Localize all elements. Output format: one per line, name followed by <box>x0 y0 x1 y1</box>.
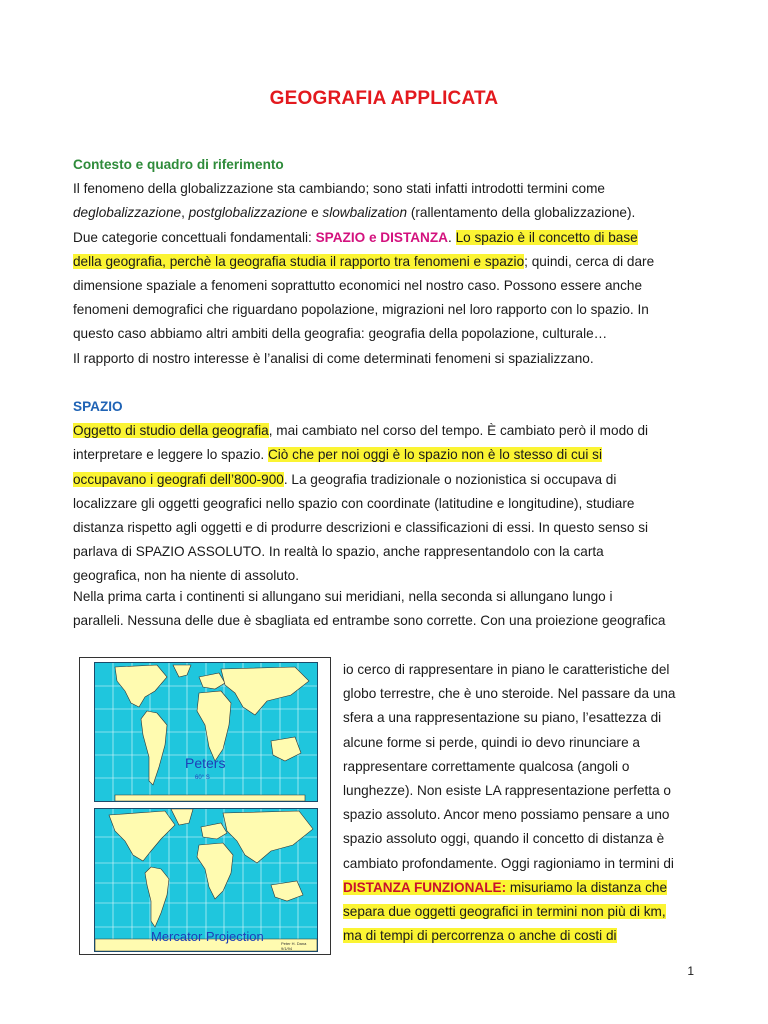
projection-explanation <box>343 658 703 948</box>
paragraph-line: questo caso abbiamo altri ambiti della geografia: geografia della popolazione, culturale… <box>73 326 608 342</box>
page-number: 1 <box>687 964 694 978</box>
highlighted-text: Oggetto di studio della geografia <box>73 423 269 439</box>
section-heading-context: Contesto e quadro di riferimento <box>73 157 284 172</box>
latitude-label: 60° S <box>195 775 210 781</box>
map-credit: Peter H. Dana 9/1/94 <box>281 941 307 951</box>
section-context <box>73 153 703 371</box>
paragraph-line: io cerco di rappresentare in piano le caratteristiche del <box>343 662 670 677</box>
highlighted-text: Ciò che per noi oggi è lo spazio non è lo stesso di cui si <box>267 447 602 463</box>
paragraph-line: deglobalizzazione, postglobalizzazione e slowbalization (rallentamento della globalizzazione). <box>73 205 636 221</box>
paragraph-line: geografica, non ha niente di assoluto. <box>73 568 299 584</box>
paragraph-line: cambiato profondamente. Oggi ragioniamo in termini di <box>343 855 674 871</box>
paragraph-line: sfera a una rappresentazione su piano, l’esattezza di <box>343 710 662 726</box>
paragraph-line: Il rapporto di nostro interesse è l’analisi di come determinati fenomeni si spazializzano. <box>73 350 594 366</box>
paragraph-line: distanza rispetto agli oggetti e di produrre descrizioni e classificazioni di essi. In questo senso si <box>73 519 649 535</box>
paragraph-line: rappresentare correttamente qualcosa (angoli o <box>343 758 630 774</box>
paragraph-line: Nella prima carta i continenti si allungano sui meridiani, nella seconda si allungano lungo i <box>73 589 613 604</box>
paragraph-line: spazio assoluto oggi, quando il concetto di distanza è <box>343 831 665 847</box>
highlighted-text: misuriamo la distanza che <box>506 879 668 895</box>
section-heading-spazio: SPAZIO <box>73 399 123 414</box>
highlighted-text: separa due oggetti geografici in termini non più di km, <box>343 903 666 919</box>
paragraph-line <box>343 924 703 948</box>
paragraph-line: Oggetto di studio della geografia, mai cambiato nel corso del tempo. È cambiato però il modo di <box>73 423 649 439</box>
paragraph-line: paralleli. Nessuna delle due è sbagliata ed entrambe sono corrette. Con una proiezione geografica <box>73 613 666 629</box>
paragraph-line <box>343 900 703 924</box>
section-projections <box>73 585 703 633</box>
paragraph-line <box>343 876 703 900</box>
paragraph-line: interpretare e leggere lo spazio. Ciò che per noi oggi è lo spazio non è lo stesso di cui si <box>73 447 602 463</box>
page-title: GEOGRAFIA APPLICATA <box>269 88 499 109</box>
key-concepts: SPAZIO e DISTANZA <box>315 229 448 245</box>
paragraph-line: alcune forme si perde, quindi io devo rinunciare a <box>343 734 640 750</box>
highlighted-text: ma di tempi di percorrenza o anche di costi di <box>343 928 617 944</box>
mercator-label: Mercator Projection <box>151 929 264 944</box>
peters-projection-map <box>94 662 318 802</box>
highlighted-text: occupavano i geografi dell’800-900 <box>73 471 284 487</box>
highlighted-text: Lo spazio è il concetto di base <box>455 229 638 245</box>
key-concept-distanza-funzionale: DISTANZA FUNZIONALE: <box>343 879 507 895</box>
paragraph-line: parlava di SPAZIO ASSOLUTO. In realtà lo spazio, anche rappresentandolo con la carta <box>73 544 604 560</box>
section-spazio <box>73 395 703 589</box>
paragraph-line: fenomeni demografici che riguardano popolazione, migrazioni nel loro rapporto con lo spazio. In <box>73 302 649 318</box>
paragraph-line: Il fenomeno della globalizzazione sta cambiando; sono stati infatti introdotti termini come <box>73 181 605 197</box>
paragraph-line: occupavano i geografi dell’800-900. La geografia tradizionale o nozionistica si occupava di <box>73 471 617 487</box>
peters-label: Peters <box>185 755 226 771</box>
paragraph-line: della geografia, perchè la geografia studia il rapporto tra fenomeni e spazio; quindi, cerca di dare <box>73 253 655 269</box>
paragraph-line: globo terrestre, che è uno steroide. Nel passare da una <box>343 686 676 702</box>
paragraph-line: Due categorie concettuali fondamentali: SPAZIO e DISTANZA. Lo spazio è il concetto di base <box>73 229 638 245</box>
paragraph-line: dimensione spaziale a fenomeni soprattutto economici nel nostro caso. Possono essere anche <box>73 277 643 293</box>
paragraph-line: spazio assoluto. Ancor meno possiamo pensare a uno <box>343 807 670 823</box>
mercator-projection-map <box>94 808 318 952</box>
paragraph-line: lunghezze). Non esiste LA rappresentazione perfetta o <box>343 782 671 798</box>
highlighted-text: della geografia, perchè la geografia studia il rapporto tra fenomeni e spazio <box>73 253 525 269</box>
paragraph-line: localizzare gli oggetti geografici nello spazio con coordinate (latitudine e longitudine), studiare <box>73 495 635 511</box>
map-projections-figure <box>79 657 331 955</box>
